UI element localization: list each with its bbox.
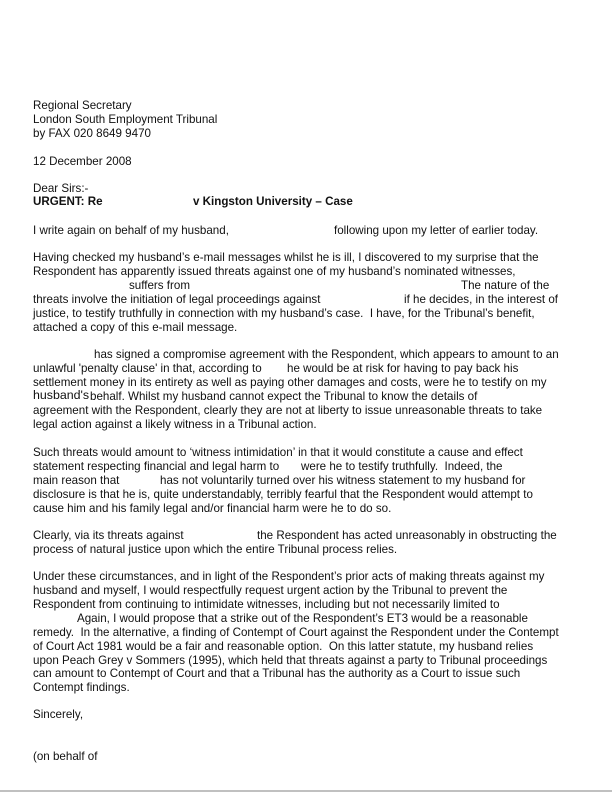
paragraph-2-line: threats involve the initiation of legal proceedings against: [33, 293, 321, 306]
subject-case: v Kingston University – Case: [193, 195, 353, 208]
paragraph-6-line: upon Peach Grey v Sommers (1995), which held that threats against a party to Tribunal proceedings: [33, 654, 548, 667]
paragraph-6-line: Contempt findings.: [33, 681, 130, 694]
paragraph-6-line: Again, I would propose that a strike out of the Respondent’s ET3 would be a reasonable: [77, 612, 528, 625]
paragraph-6-line: can amount to Contempt of Court and that a Tribunal has the authority as a Court to issue such: [33, 667, 521, 680]
paragraph-5-line: Clearly, via its threats against: [33, 529, 184, 542]
subject-prefix: URGENT: Re: [33, 195, 103, 208]
paragraph-6-line: husband and myself, I would respectfully request urgent action by the Tribunal to prevent the: [33, 584, 508, 597]
paragraph-3-line: behalf. Whilst my husband cannot expect the Tribunal to know the details of: [90, 390, 478, 403]
paragraph-1-end: following upon my letter of earlier today.: [334, 224, 539, 237]
recipient-organization: London South Employment Tribunal: [33, 113, 218, 126]
recipient-fax: by FAX 020 8649 9470: [33, 127, 151, 140]
paragraph-2-line: The nature of the: [461, 279, 550, 292]
signature-note: (on behalf of: [33, 750, 98, 763]
paragraph-4-line: Such threats would amount to ‘witness intimidation’ in that it would constitute a cause and effect: [33, 446, 523, 459]
paragraph-2-line: attached a copy of this e-mail message.: [33, 321, 238, 334]
paragraph-3-line: agreement with the Respondent, clearly they are not at liberty to issue unreasonable threats to take: [33, 404, 543, 417]
paragraph-3-line: legal action against a likely witness in a Tribunal action.: [33, 418, 317, 431]
recipient-title: Regional Secretary: [33, 99, 132, 112]
paragraph-6-line: remedy. In the alternative, a finding of Contempt of Court against the Respondent under the Contempt: [33, 626, 559, 639]
paragraph-6-line: of Court Act 1981 would be a fair and reasonable option. On this latter statute, my husband relies: [33, 640, 534, 653]
paragraph-2-line: Respondent has apparently issued threats against one of my husband’s nominated witnesses,: [33, 265, 516, 278]
paragraph-2-line: justice, to testify truthfully in connection with my husband’s case. I have, for the Tribunal’s benefit,: [33, 307, 535, 320]
paragraph-4-line: has not voluntarily turned over his witness statement to my husband for: [160, 474, 526, 487]
paragraph-6-line: Under these circumstances, and in light of the Respondent’s prior acts of making threats against my: [33, 570, 545, 583]
paragraph-5-line: process of natural justice upon which the entire Tribunal process relies.: [33, 543, 398, 556]
paragraph-3-line: settlement money in its entirety as well as paying other damages and costs, were he to testify on my: [33, 376, 547, 389]
paragraph-4-line: main reason that: [33, 474, 120, 487]
paragraph-2-line: suffers from: [129, 279, 190, 292]
paragraph-2-line: if he decides, in the interest of: [404, 293, 559, 306]
salutation: Dear Sirs:-: [33, 182, 89, 195]
paragraph-1-start: I write again on behalf of my husband,: [33, 224, 229, 237]
paragraph-5-line: the Respondent has acted unreasonably in obstructing the: [257, 529, 557, 542]
paragraph-2-line: Having checked my husband’s e-mail messages whilst he is ill, I discovered to my surprise that the: [33, 251, 539, 264]
paragraph-3-line: he would be at risk for having to pay back his: [287, 362, 519, 375]
letter-date: 12 December 2008: [33, 155, 132, 168]
paragraph-3-line: husband's: [33, 388, 90, 402]
closing: Sincerely,: [33, 708, 84, 721]
paragraph-6-line: Respondent from continuing to intimidate witnesses, including but not necessarily limited to: [33, 598, 500, 611]
paragraph-3-line: unlawful 'penalty clause' in that, according to: [33, 362, 262, 375]
paragraph-4-line: disclosure is that he is, quite understandably, terribly fearful that the Respondent would attempt to: [33, 488, 533, 501]
paragraph-4-line: cause him and his family legal and/or financial harm were he to do so.: [33, 502, 392, 515]
paragraph-4-line: were he to testify truthfully. Indeed, the: [301, 460, 503, 473]
paragraph-4-line: statement respecting financial and legal harm to: [33, 460, 280, 473]
paragraph-3-line: has signed a compromise agreement with the Respondent, which appears to amount to an: [94, 348, 559, 361]
